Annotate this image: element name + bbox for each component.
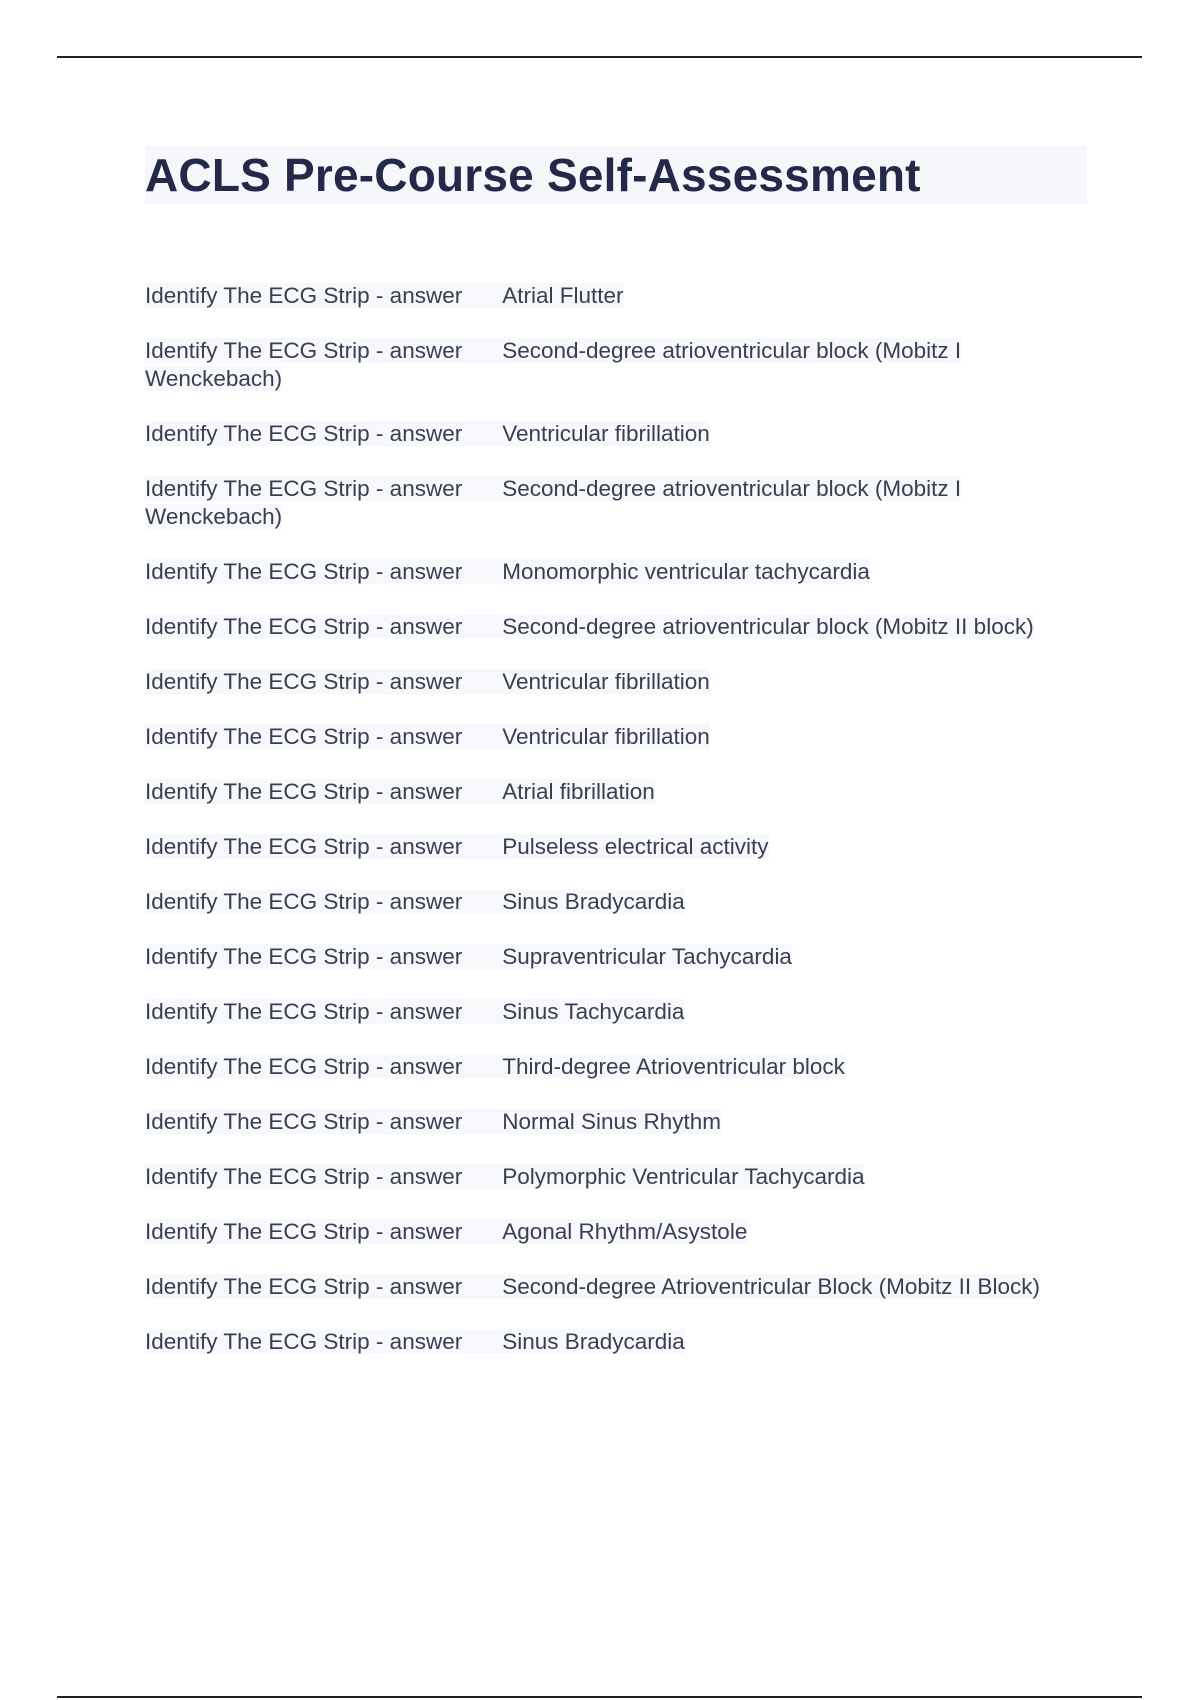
qa-item — [145, 1218, 1045, 1246]
answer-text: Sinus Bradycardia — [502, 889, 685, 914]
question-text: Identify The ECG Strip - answer — [145, 889, 502, 914]
answer-text: Pulseless electrical activity — [502, 834, 769, 859]
qa-item — [145, 1163, 1045, 1191]
question-text: Identify The ECG Strip - answer — [145, 338, 502, 363]
qa-item — [145, 558, 1045, 586]
question-text: Identify The ECG Strip - answer — [145, 614, 502, 639]
bottom-rule — [57, 1696, 1142, 1698]
qa-item — [145, 1273, 1045, 1301]
question-text: Identify The ECG Strip - answer — [145, 1109, 502, 1134]
qa-item — [145, 1108, 1045, 1136]
answer-text: Polymorphic Ventricular Tachycardia — [502, 1164, 865, 1189]
answer-text: Normal Sinus Rhythm — [502, 1109, 722, 1134]
qa-item — [145, 998, 1045, 1026]
answer-text: Agonal Rhythm/Asystole — [502, 1219, 748, 1244]
answer-text: Ventricular fibrillation — [502, 421, 710, 446]
answer-text: Sinus Bradycardia — [502, 1329, 685, 1354]
question-text: Identify The ECG Strip - answer — [145, 559, 502, 584]
question-text: Identify The ECG Strip - answer — [145, 421, 502, 446]
qa-item — [145, 943, 1045, 971]
question-text: Identify The ECG Strip - answer — [145, 1219, 502, 1244]
question-text: Identify The ECG Strip - answer — [145, 1274, 502, 1299]
qa-item — [145, 833, 1045, 861]
question-text: Identify The ECG Strip - answer — [145, 1329, 502, 1354]
answer-text: Monomorphic ventricular tachycardia — [502, 559, 870, 584]
question-text: Identify The ECG Strip - answer — [145, 724, 502, 749]
qa-item — [145, 1053, 1045, 1081]
question-text: Identify The ECG Strip - answer — [145, 1054, 502, 1079]
question-text: Identify The ECG Strip - answer — [145, 1164, 502, 1189]
qa-item — [145, 778, 1045, 806]
answer-text: Second-degree Atrioventricular Block (Mobitz II Block) — [502, 1274, 1040, 1299]
qa-item — [145, 888, 1045, 916]
answer-text: Sinus Tachycardia — [502, 999, 685, 1024]
qa-item — [145, 613, 1045, 641]
answer-text: Ventricular fibrillation — [502, 669, 710, 694]
page-title: ACLS Pre-Course Self-Assessment — [145, 149, 921, 201]
answer-text: Second-degree atrioventricular block (Mobitz II block) — [502, 614, 1034, 639]
question-text: Identify The ECG Strip - answer — [145, 283, 502, 308]
qa-item — [145, 337, 1045, 393]
answer-text: Second-degree atrioventricular block (Mobitz I Wenckebach) — [145, 476, 962, 529]
answer-text: Second-degree atrioventricular block (Mobitz I Wenckebach) — [145, 338, 962, 391]
qa-item — [145, 475, 1045, 531]
answer-text: Atrial Flutter — [502, 283, 624, 308]
question-text: Identify The ECG Strip - answer — [145, 834, 502, 859]
qa-item — [145, 1328, 1045, 1356]
qa-item — [145, 420, 1045, 448]
answer-text: Atrial fibrillation — [502, 779, 655, 804]
question-text: Identify The ECG Strip - answer — [145, 476, 502, 501]
qa-item — [145, 723, 1045, 751]
answer-text: Supraventricular Tachycardia — [502, 944, 792, 969]
qa-item — [145, 282, 1045, 310]
qa-list — [145, 282, 1045, 1383]
question-text: Identify The ECG Strip - answer — [145, 779, 502, 804]
qa-item — [145, 668, 1045, 696]
answer-text: Third-degree Atrioventricular block — [502, 1054, 845, 1079]
question-text: Identify The ECG Strip - answer — [145, 669, 502, 694]
answer-text: Ventricular fibrillation — [502, 724, 710, 749]
question-text: Identify The ECG Strip - answer — [145, 944, 502, 969]
question-text: Identify The ECG Strip - answer — [145, 999, 502, 1024]
top-rule — [57, 56, 1142, 58]
